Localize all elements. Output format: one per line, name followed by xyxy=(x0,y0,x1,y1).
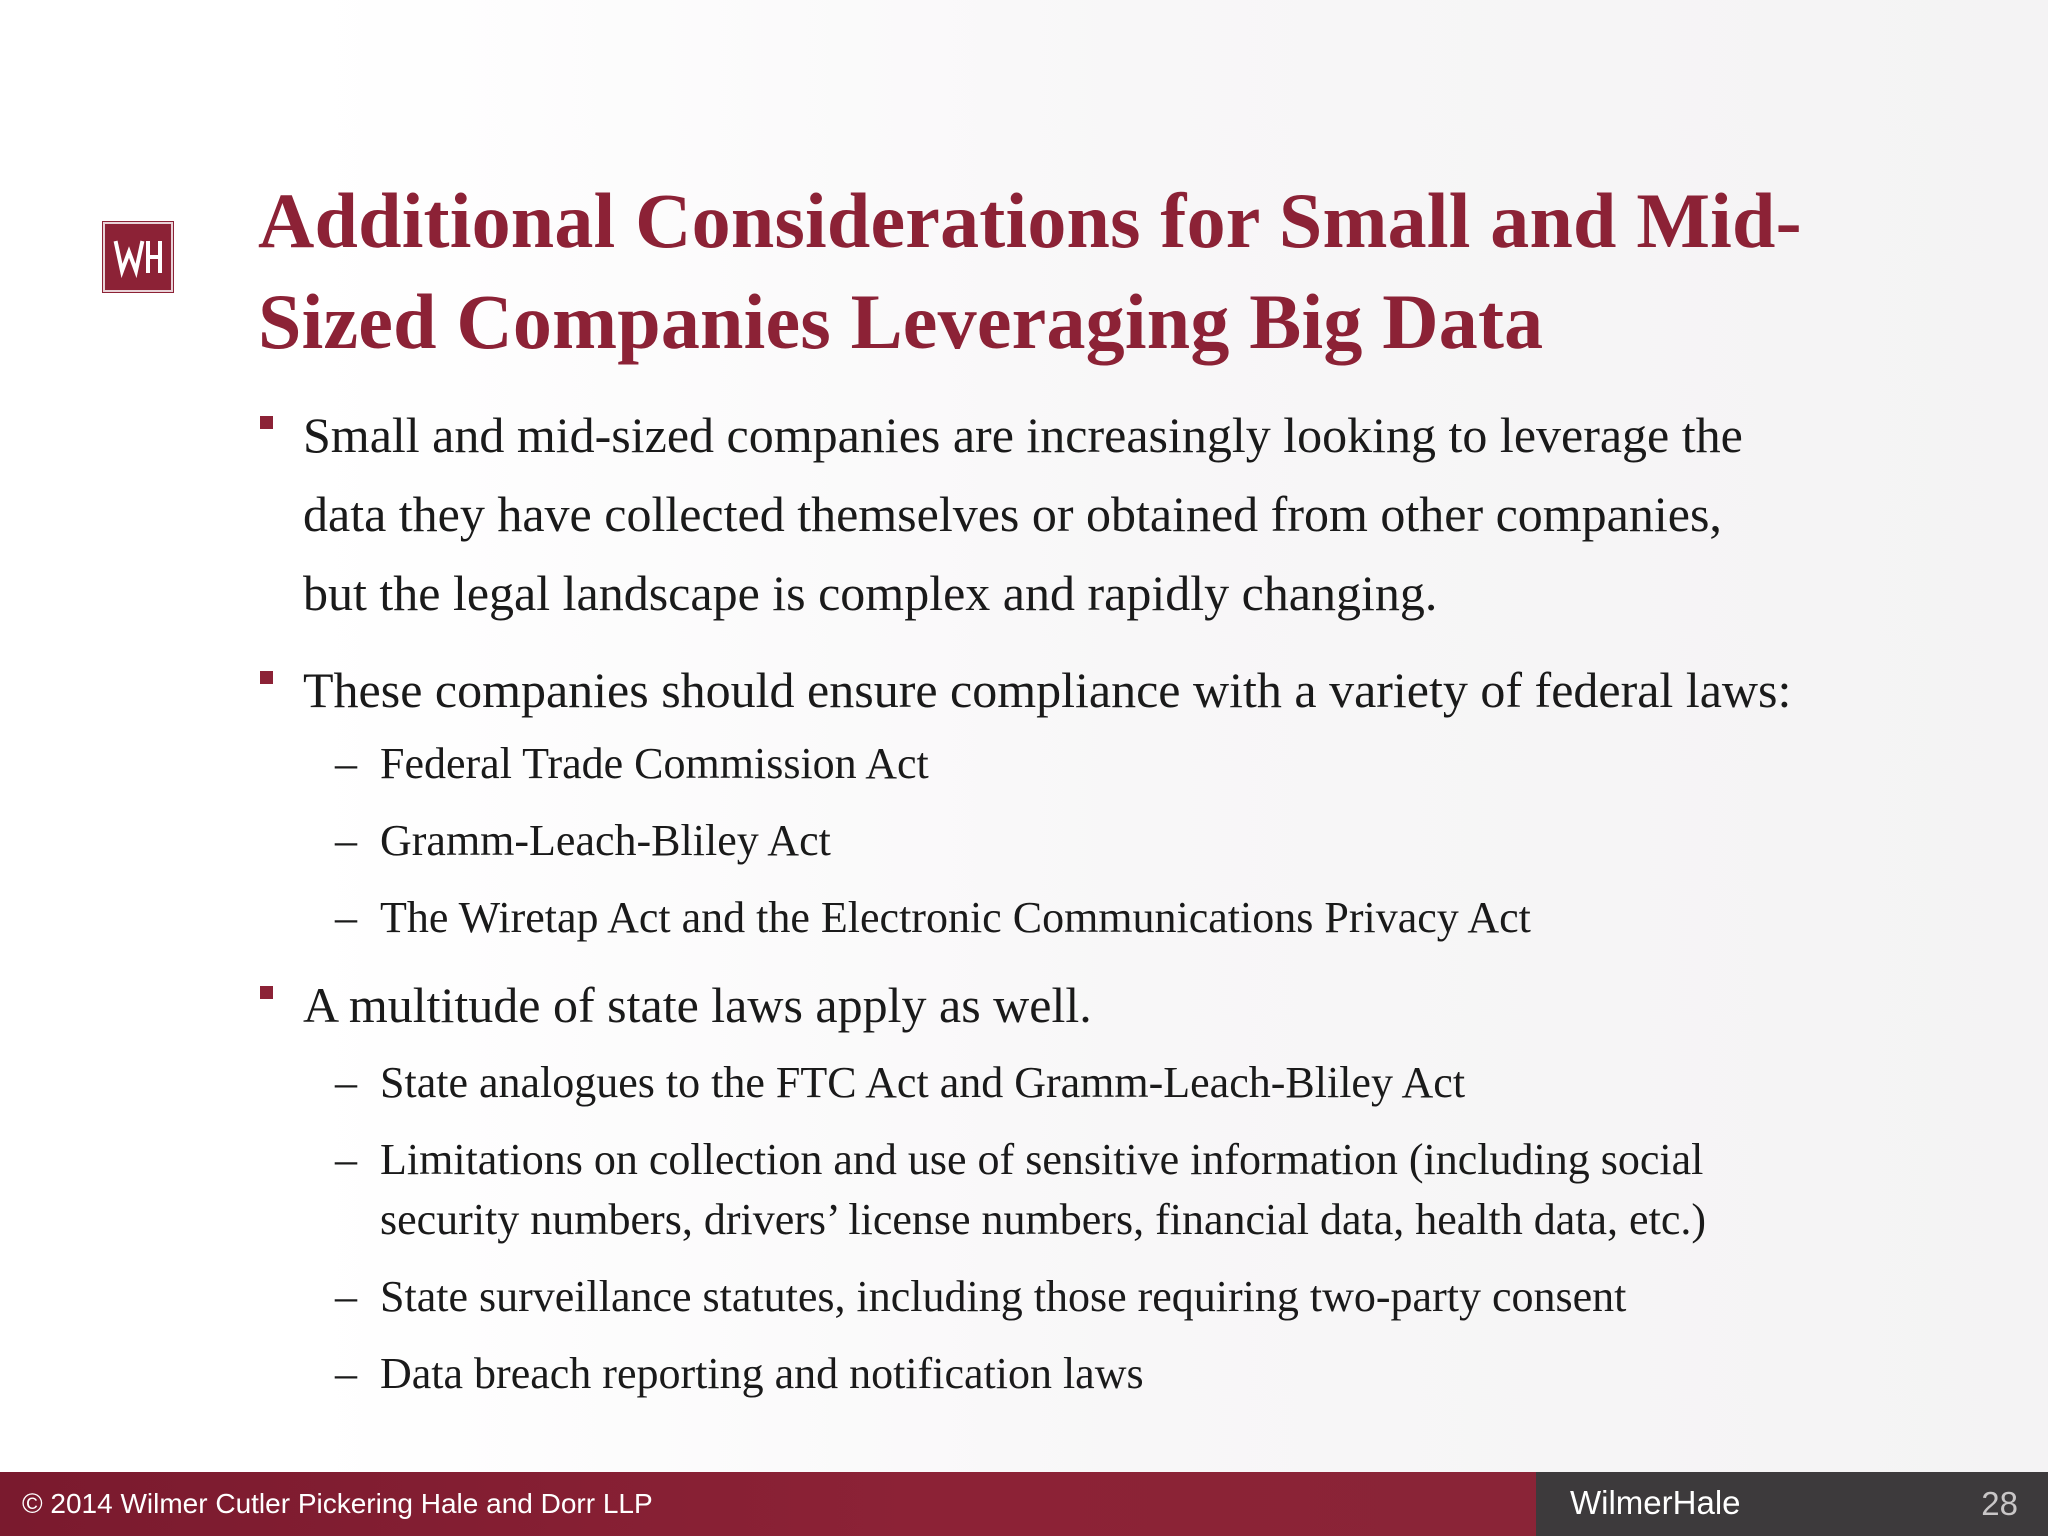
dash-bullet-icon: – xyxy=(335,1135,357,1184)
dash-bullet-icon: – xyxy=(335,1349,357,1398)
bullet-text: Small and mid-sized companies are increasingly looking to leverage the xyxy=(303,407,1743,463)
footer-bar xyxy=(0,1472,2048,1536)
square-bullet-icon xyxy=(260,671,273,684)
footer-brand-area xyxy=(1536,1472,2048,1536)
bullet-text: but the legal landscape is complex and rapidly changing. xyxy=(303,565,1438,621)
sub-bullet-item xyxy=(258,1053,1978,1113)
sub-bullet-text: State surveillance statutes, including those requiring two-party consent xyxy=(380,1272,1627,1321)
bullet-list xyxy=(258,396,1978,1404)
sub-bullet-list xyxy=(303,1053,1978,1404)
dash-bullet-icon: – xyxy=(335,739,357,788)
square-bullet-icon xyxy=(260,416,273,429)
sub-bullet-text: Data breach reporting and notification laws xyxy=(380,1349,1144,1398)
sub-bullet-text: Federal Trade Commission Act xyxy=(380,739,929,788)
sub-bullet-item xyxy=(258,1130,1978,1250)
sub-bullet-item xyxy=(258,734,1978,794)
title-line: Additional Considerations for Small and Mid- xyxy=(258,177,1802,264)
sub-bullet-item xyxy=(258,811,1978,871)
dash-bullet-icon: – xyxy=(335,1272,357,1321)
dash-bullet-icon: – xyxy=(335,1058,357,1107)
slide-title xyxy=(258,170,1958,372)
sub-bullet-text: The Wiretap Act and the Electronic Communications Privacy Act xyxy=(380,893,1531,942)
dash-bullet-icon: – xyxy=(335,816,357,865)
sub-bullet-item xyxy=(258,1267,1978,1327)
bullet-item xyxy=(258,651,1978,730)
bullet-text: These companies should ensure compliance with a variety of federal laws: xyxy=(303,662,1792,718)
sub-bullet-text: security numbers, drivers’ license numbers, financial data, health data, etc.) xyxy=(380,1195,1706,1244)
sub-bullet-text: State analogues to the FTC Act and Gramm-Leach-Bliley Act xyxy=(380,1058,1466,1107)
bullet-text: data they have collected themselves or obtained from other companies, xyxy=(303,486,1722,542)
bullet-text: A multitude of state laws apply as well. xyxy=(303,977,1092,1033)
dash-bullet-icon: – xyxy=(335,893,357,942)
footer-copyright-area xyxy=(0,1472,1536,1536)
bullet-item xyxy=(258,396,1978,633)
sub-bullet-text: Gramm-Leach-Bliley Act xyxy=(380,816,831,865)
sub-bullet-item xyxy=(258,888,1978,948)
square-bullet-icon xyxy=(260,986,273,999)
brand-name: WilmerHale xyxy=(1570,1484,1741,1521)
sub-bullet-list xyxy=(303,734,1978,948)
wh-logo-icon xyxy=(102,221,174,293)
copyright-text: © 2014 Wilmer Cutler Pickering Hale and Dorr LLP xyxy=(22,1488,653,1519)
sub-bullet-item xyxy=(258,1344,1978,1404)
bullet-item xyxy=(258,966,1978,1045)
page-number: 28 xyxy=(1981,1485,2018,1522)
sub-bullet-text: Limitations on collection and use of sensitive information (including social xyxy=(380,1135,1704,1184)
title-line: Sized Companies Leveraging Big Data xyxy=(258,278,1544,365)
